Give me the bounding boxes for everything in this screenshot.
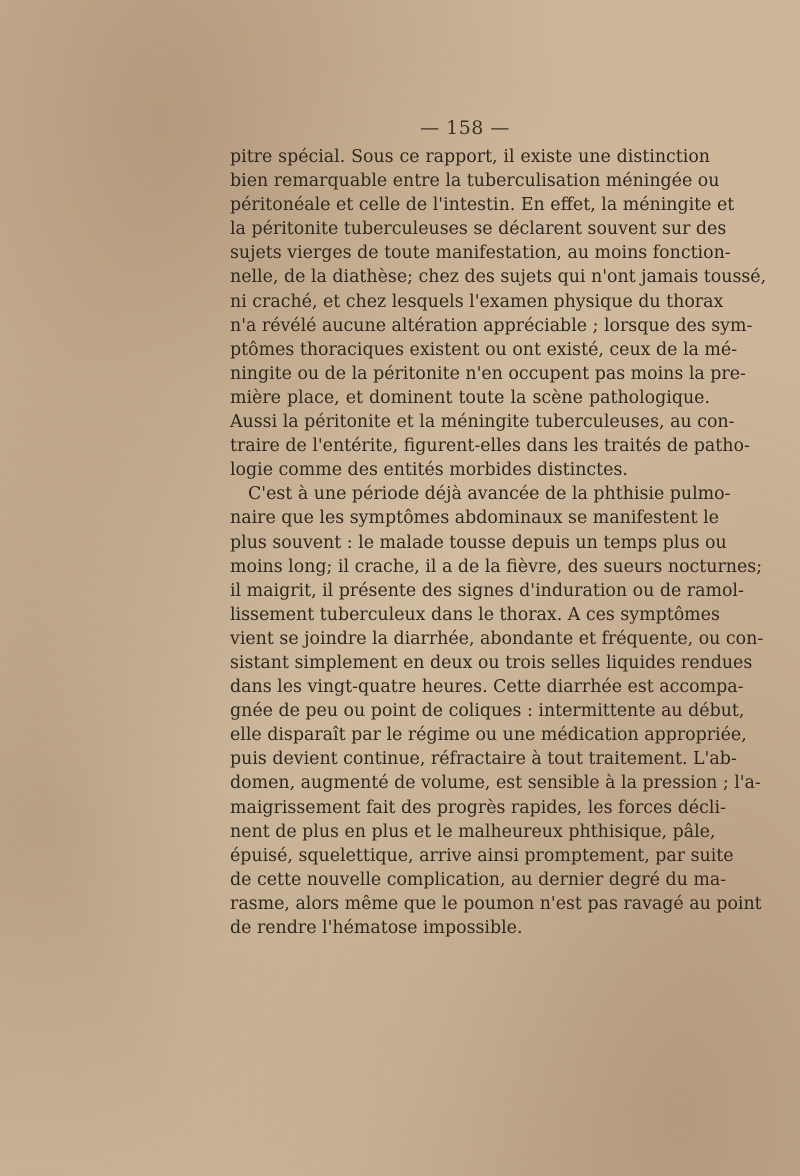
text-line: maigrissement fait des progrès rapides, les forces décli-	[230, 797, 726, 818]
text-line: bien remarquable entre la tuberculisation méningée ou	[230, 171, 720, 192]
text-line: elle disparaît par le régime ou une médication appropriée,	[230, 725, 747, 746]
text-line: sistant simplement en deux ou trois selles liquides rendues	[230, 652, 753, 673]
text-line: C'est à une période déjà avancée de la phthisie pulmo-	[248, 484, 731, 505]
text-line: n'a révélé aucune altération appréciable ; lorsque des sym-	[230, 315, 753, 336]
text-line: puis devient continue, réfractaire à tout traitement. L'ab-	[230, 749, 737, 770]
text-line: logie comme des entités morbides distinctes.	[230, 460, 628, 481]
text-line: traire de l'entérite, figurent-elles dans les traités de patho-	[230, 436, 750, 457]
text-line: vient se joindre la diarrhée, abondante et fréquente, ou con-	[230, 628, 764, 649]
text-line: rasme, alors même que le poumon n'est pas ravagé au point	[230, 893, 762, 914]
text-line: ptômes thoraciques existent ou ont existé, ceux de la mé-	[230, 339, 738, 360]
text-line: lissement tuberculeux dans le thorax. A ces symptômes	[230, 604, 720, 625]
text-line: sujets vierges de toute manifestation, au moins fonction-	[230, 243, 731, 264]
text-line: nent de plus en plus et le malheureux phthisique, pâle,	[230, 821, 716, 842]
text-line: mière place, et dominent toute la scène pathologique.	[230, 387, 710, 408]
page-number: — 158 —	[420, 117, 510, 139]
text-line: naire que les symptômes abdominaux se manifestent le	[230, 508, 719, 529]
text-line: de rendre l'hématose impossible.	[230, 918, 523, 938]
text-line: moins long; il crache, il a de la fièvre, des sueurs nocturnes;	[230, 556, 763, 577]
text-line: épuisé, squelettique, arrive ainsi promptement, par suite	[230, 845, 734, 866]
text-line: nelle, de la diathèse; chez des sujets qui n'ont jamais toussé,	[230, 267, 767, 288]
text-line: Aussi la péritonite et la méningite tuberculeuses, au con-	[230, 412, 735, 433]
text-line: pitre spécial. Sous ce rapport, il existe une distinction	[230, 147, 710, 167]
text-line: ningite ou de la péritonite n'en occupent pas moins la pre-	[230, 363, 746, 384]
text-line: plus souvent : le malade tousse depuis un temps plus ou	[230, 532, 727, 553]
text-line: domen, augmenté de volume, est sensible à la pression ; l'a-	[230, 773, 761, 794]
text-line: dans les vingt-quatre heures. Cette diarrhée est accompa-	[230, 677, 744, 698]
text-line: il maigrit, il présente des signes d'induration ou de ramol-	[230, 580, 744, 601]
body-text	[230, 145, 767, 940]
text-line: péritonéale et celle de l'intestin. En effet, la méningite et	[230, 195, 735, 216]
text-line: gnée de peu ou point de coliques : intermittente au début,	[230, 701, 745, 722]
text-line: de cette nouvelle complication, au dernier degré du ma-	[230, 869, 727, 890]
text-line: ni craché, et chez lesquels l'examen physique du thorax	[230, 291, 724, 312]
text-line: la péritonite tuberculeuses se déclarent souvent sur des	[230, 219, 727, 240]
